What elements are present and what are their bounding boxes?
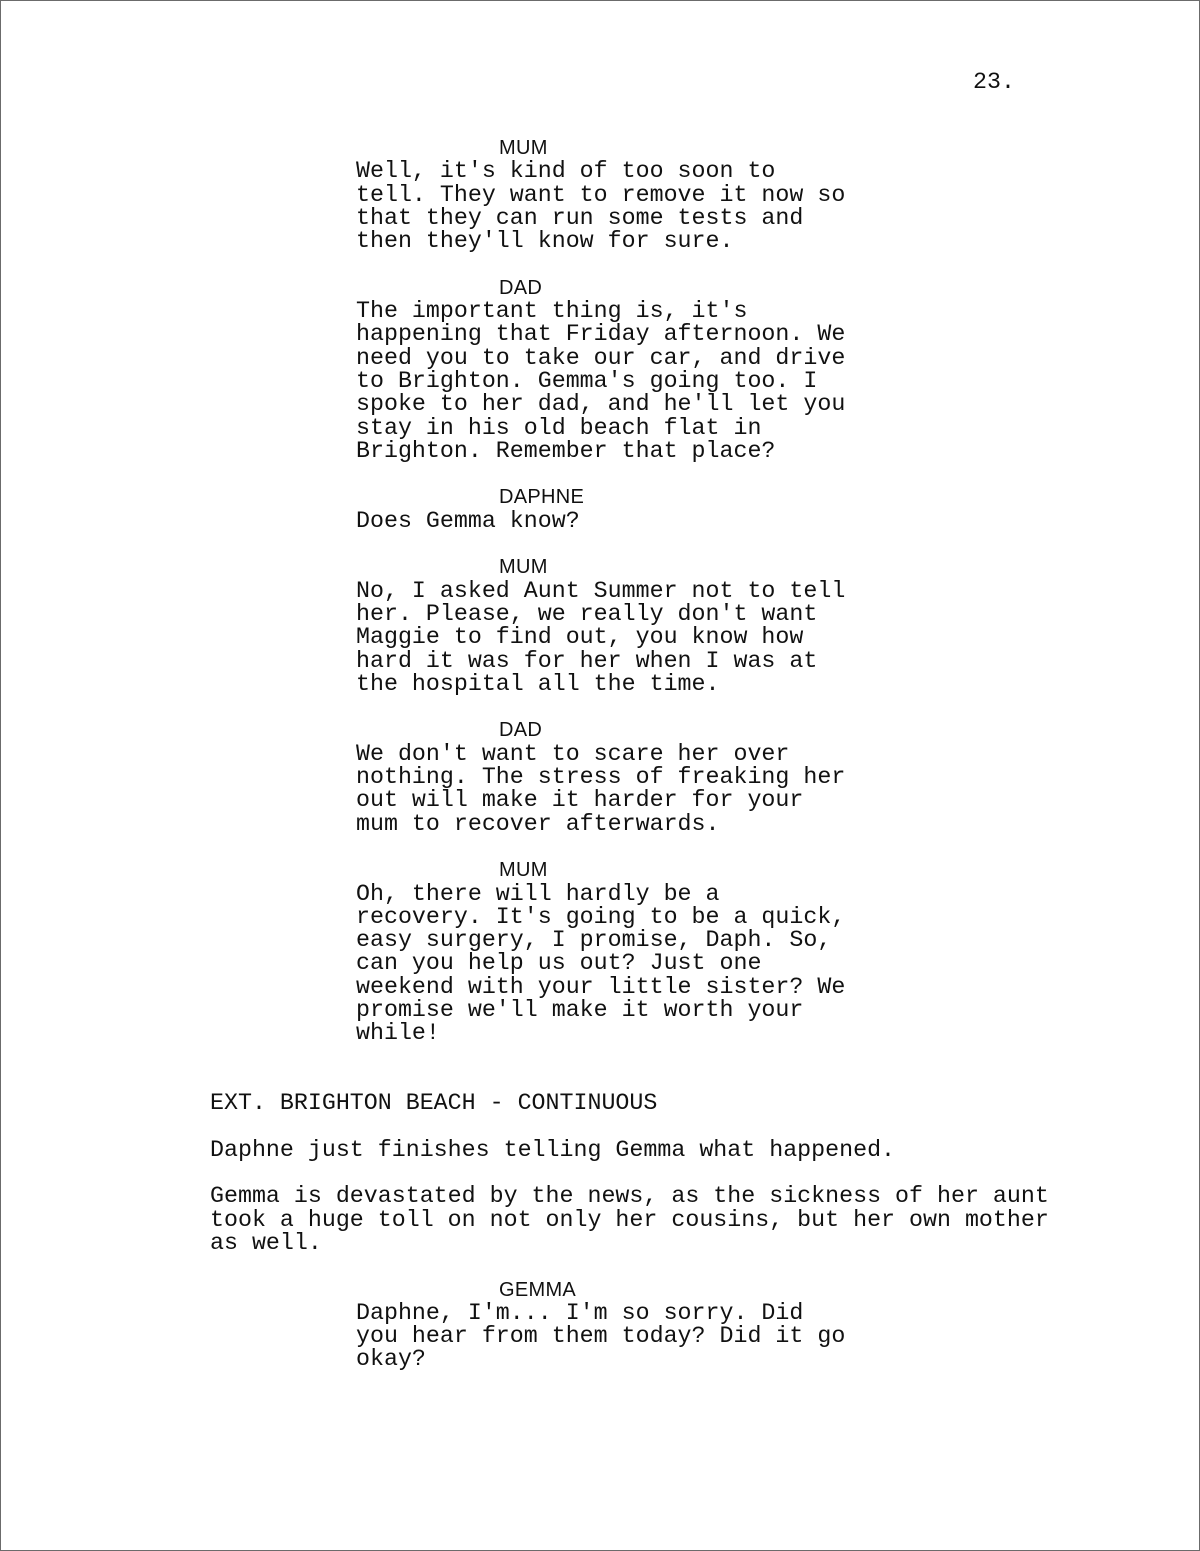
dialogue: Well, it's kind of too soon to tell. They want to remove it now so that they can run some tests and then they'll know for sure. xyxy=(356,158,846,255)
character-name: MUM xyxy=(499,859,548,882)
action-line: Gemma is devastated by the news, as the sickness of her aunt took a huge toll on not only her cousins, but her own mother as well. xyxy=(210,1183,1049,1256)
dialogue: Oh, there will hardly be a recovery. It's going to be a quick, easy surgery, I promise, Daph. So, can you help us out? Just one weekend with your little sister? We promise we'll make it worth your while! xyxy=(356,880,846,1047)
dialogue: Daphne, I'm... I'm so sorry. Did you hear from them today? Did it go okay? xyxy=(356,1299,846,1373)
page-number: 23. xyxy=(973,69,1015,95)
dialogue: We don't want to scare her over nothing. The stress of freaking her out will make it harder for your mum to recover afterwards. xyxy=(356,740,846,837)
character-name: DAD xyxy=(499,276,543,299)
script-body xyxy=(210,137,1070,1372)
character-name: GEMMA xyxy=(499,1278,577,1301)
action-line: Daphne just finishes telling Gemma what happened. xyxy=(210,1136,896,1163)
character-name: MUM xyxy=(499,137,548,159)
character-name: DAPHNE xyxy=(499,486,585,509)
dialogue: No, I asked Aunt Summer not to tell her. Please, we really don't want Maggie to find out, you know how hard it was for her when I was at the hospital all the time. xyxy=(356,577,846,697)
character-name: DAD xyxy=(499,719,543,742)
character-name: MUM xyxy=(499,556,548,579)
dialogue: The important thing is, it's happening that Friday afternoon. We need you to take our car, and drive to Brighton. Gemma's going too. I spoke to her dad, and he'll let you stay in his old beach flat in Brighton. Remember that place? xyxy=(356,298,846,464)
scene-heading: EXT. BRIGHTON BEACH - CONTINUOUS xyxy=(210,1090,658,1117)
dialogue: Does Gemma know? xyxy=(356,507,580,534)
